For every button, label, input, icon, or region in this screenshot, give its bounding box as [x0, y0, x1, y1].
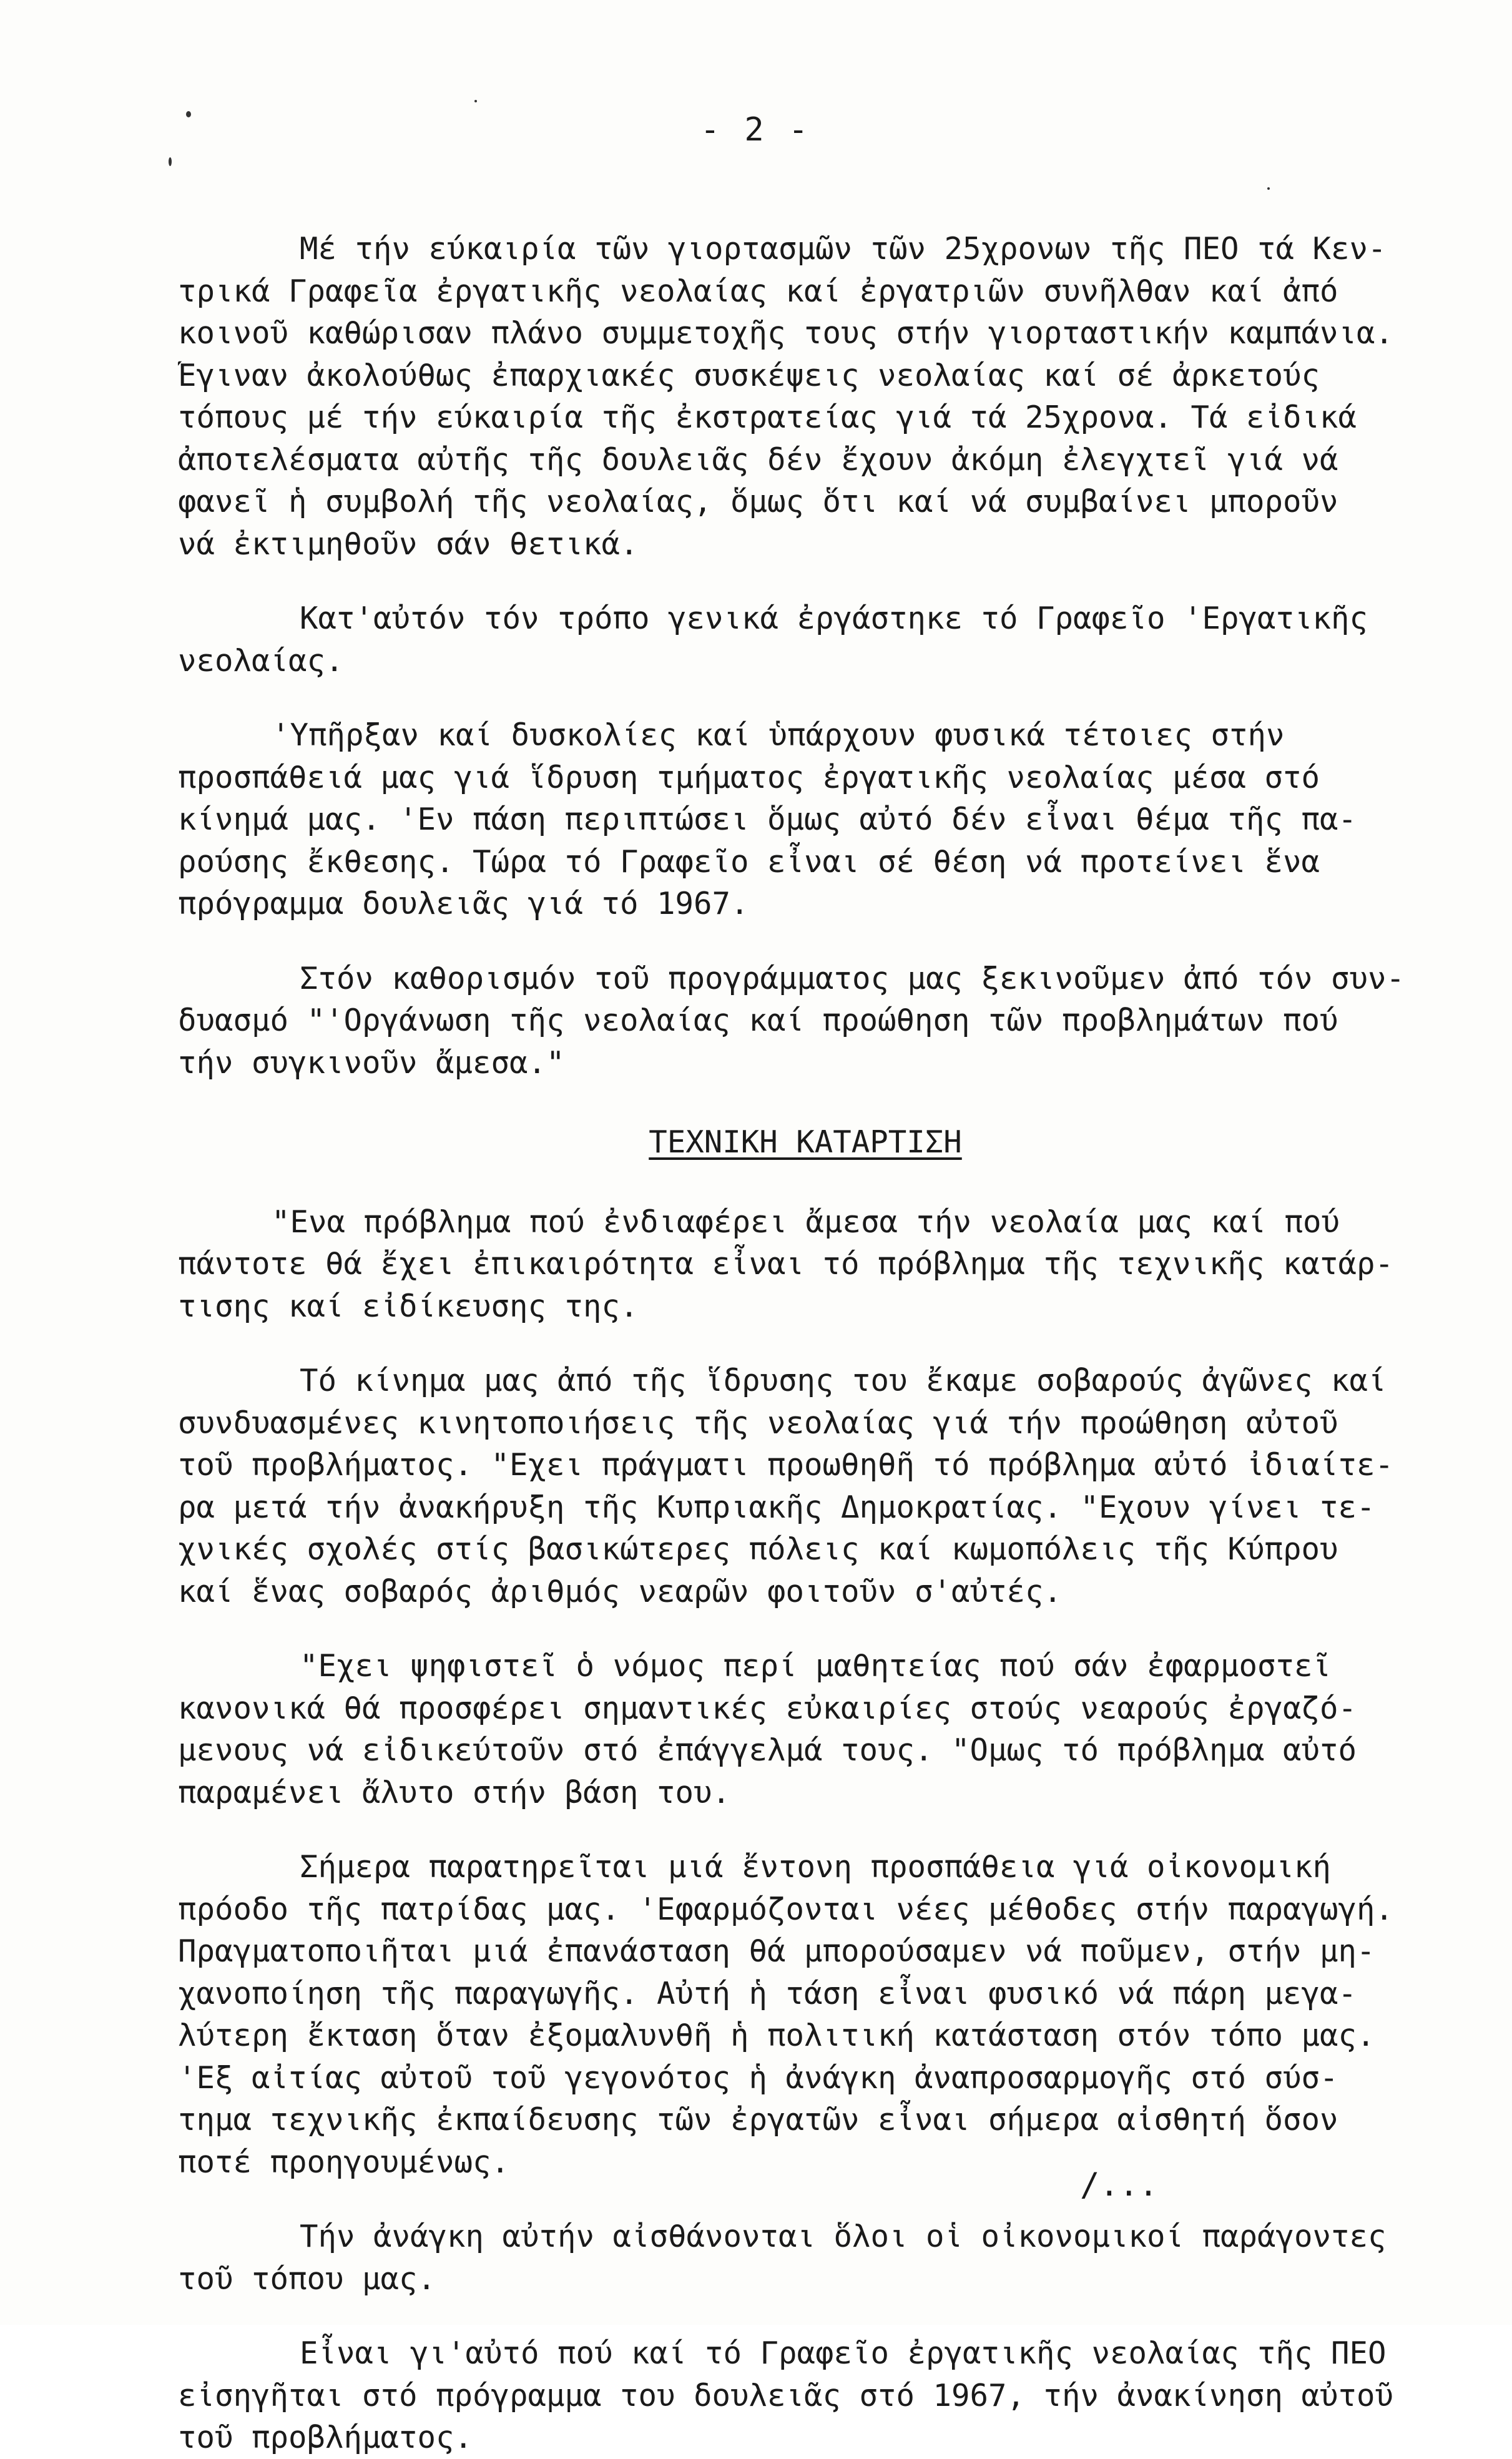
- text-line: 'Υπῆρξαν καί δυσκολίες καί ὑπάρχουν φυσικά τέτοιες στήν: [272, 717, 1285, 753]
- text-line: χνικές σχολές στίς βασικώτερες πόλεις καί κωμοπόλεις τῆς Κύπρου: [178, 1531, 1338, 1567]
- text-line: τοῦ τόπου μας.: [178, 2260, 436, 2297]
- text-line: κανονικά θά προσφέρει σημαντικές εὐκαιρίες στούς νεαρούς ἐργαζό-: [178, 1690, 1357, 1726]
- text-line: τόπους μέ τήν εύκαιρία τῆς ἐκστρατείας γιά τά 25χρονα. Τά εἰδικά: [178, 400, 1357, 435]
- text-line: κίνημά μας. 'Εν πάση περιπτώσει ὅμως αὐτό δέν εἶναι θέμα τῆς πα-: [178, 802, 1357, 837]
- text-line: εἰσηγῆται στό πρόγραμμα του δουλειᾶς στό 1967, τήν ἀνακίνηση αὐτοῦ: [178, 2377, 1394, 2413]
- text-line: τήν συγκινοῦν ἄμεσα.": [178, 1044, 565, 1081]
- text-line: Εἶναι γι'αὐτό πού καί τό Γραφεῖο ἐργατικῆς νεολαίας τῆς ΠΕΟ: [300, 2335, 1387, 2371]
- text-line: δυασμό "'Οργάνωση τῆς νεολαίας καί προώθηση τῶν προβλημάτων πού: [178, 1003, 1338, 1038]
- text-line: συνδυασμένες κινητοποιήσεις τῆς νεολαίας γιά τήν προώθηση αὐτοῦ: [178, 1405, 1338, 1441]
- paragraph-3: [178, 714, 1433, 925]
- text-line: Τό κίνημα μας ἀπό τῆς ἵδρυσης του ἔκαμε σοβαρούς ἀγῶνες καί: [300, 1363, 1387, 1398]
- paragraph-5: [178, 1201, 1433, 1328]
- paragraph-4: [178, 958, 1433, 1084]
- text-line: Ἔγιναν ἀκολούθως ἐπαρχιακές συσκέψεις νεολαίας καί σέ ἀρκετούς: [178, 357, 1320, 393]
- text-line: Κατ'αὐτόν τόν τρόπο γενικά ἐργάστηκε τό Γραφεῖο 'Εργατικῆς: [300, 601, 1368, 636]
- text-line: Σήμερα παρατηρεῖται μιά ἔντονη προσπάθεια γιά οἰκονομική: [300, 1849, 1332, 1885]
- continuation-mark: /...: [1080, 2166, 1159, 2204]
- text-line: τοῦ προβλήματος.: [178, 2420, 473, 2455]
- text-line: "Ενα πρόβλημα πού ἐνδιαφέρει ἄμεσα τήν νεολαία μας καί πού: [272, 1204, 1340, 1240]
- text-line: τοῦ προβλήματος. "Εχει πράγματι προωθηθῆ τό πρόβλημα αὐτό ἰδιαίτε-: [178, 1447, 1394, 1483]
- paragraph-7: [178, 1645, 1433, 1814]
- scan-speck: [169, 157, 172, 166]
- paragraph-9: [178, 2216, 1433, 2300]
- paragraph-6: [178, 1360, 1433, 1612]
- paragraph-10: [178, 2332, 1433, 2459]
- text-line: ρούσης ἔκθεσης. Τώρα τό Γραφεῖο εἶναι σέ θέση νά προτείνει ἕνα: [178, 843, 1320, 880]
- text-line: πάντοτε θά ἔχει ἐπικαιρότητα εἶναι τό πρόβλημα τῆς τεχνικῆς κατάρ-: [178, 1246, 1394, 1282]
- text-line: Μέ τήν εύκαιρία τῶν γιορτασμῶν τῶν 25χρονων τῆς ΠΕΟ τά Κεν-: [300, 231, 1387, 267]
- text-line: 'Εξ αἰτίας αὐτοῦ τοῦ γεγονότος ἡ ἀνάγκη ἀναπροσαρμογῆς στό σύσ-: [178, 2059, 1338, 2096]
- text-line: κοινοῦ καθώρισαν πλάνο συμμετοχῆς τους στήν γιορταστικήν καμπάνια.: [178, 315, 1394, 351]
- paragraph-8: [178, 1846, 1433, 2183]
- text-line: νά ἐκτιμηθοῦν σάν θετικά.: [178, 526, 639, 562]
- text-line: τημα τεχνικῆς ἐκπαίδευσης τῶν ἐργατῶν εἶναι σήμερα αἰσθητή ὅσον: [178, 2102, 1338, 2138]
- text-line: ρα μετά τήν ἀνακήρυξη τῆς Κυπριακῆς Δημοκρατίας. "Εχουν γίνει τε-: [178, 1489, 1375, 1525]
- text-line: παραμένει ἄλυτο στήν βάση του.: [178, 1774, 731, 1810]
- text-line: Τήν ἀνάγκη αὐτήν αἰσθάνονται ὅλοι οἱ οἰκονομικοί παράγοντες: [300, 2219, 1387, 2254]
- text-line: τισης καί εἰδίκευσης της.: [178, 1288, 639, 1324]
- text-line: πρόοδο τῆς πατρίδας μας. 'Εφαρμόζονται νέες μέθοδες στήν παραγωγή.: [178, 1891, 1394, 1927]
- scan-speck: [474, 100, 477, 102]
- text-line: Στόν καθορισμόν τοῦ προγράμματος μας ξεκινοῦμεν ἀπό τόν συν-: [300, 960, 1405, 996]
- text-line: μενους νά εἰδικεύτοῦν στό ἐπάγγελμά τους. "Ομως τό πρόβλημα αὐτό: [178, 1732, 1357, 1768]
- text-line: λύτερη ἔκταση ὅταν ἐξομαλυνθῆ ἡ πολιτική κατάσταση στόν τόπο μας.: [178, 2018, 1375, 2053]
- text-line: τρικά Γραφεῖα ἐργατικῆς νεολαίας καί ἐργατριῶν συνῆλθαν καί ἀπό: [178, 273, 1338, 309]
- scan-speck: [1267, 187, 1270, 190]
- paragraph-2: [178, 597, 1433, 682]
- page-number: - 2 -: [700, 111, 811, 149]
- text-line: φανεῖ ἡ συμβολή τῆς νεολαίας, ὅμως ὅτι καί νά συμβαίνει μποροῦν: [178, 484, 1338, 519]
- text-line: καί ἕνας σοβαρός ἀριθμός νεαρῶν φοιτοῦν σ'αὐτές.: [178, 1573, 1063, 1609]
- text-line: ἀποτελέσματα αὐτῆς τῆς δουλειᾶς δέν ἔχουν ἀκόμη ἐλεγχτεῖ γιά νά: [178, 441, 1338, 478]
- text-line: ποτέ προηγουμένως.: [178, 2144, 510, 2180]
- document-body: [178, 228, 1433, 2459]
- section-heading: ΤΕΧΝΙΚΗ ΚΑΤΑΡΤΙΣΗ: [649, 1124, 962, 1160]
- text-line: νεολαίας.: [178, 642, 344, 679]
- text-line: Πραγματοποιῆται μιά ἐπανάσταση θά μπορούσαμεν νά ποῦμεν, στήν μη-: [178, 1933, 1375, 1969]
- paragraph-1: [178, 228, 1433, 565]
- text-line: "Εχει ψηφιστεῖ ὁ νόμος περί μαθητείας πού σάν ἐφαρμοστεῖ: [300, 1648, 1332, 1684]
- text-line: προσπάθειά μας γιά ἵδρυση τμήματος ἐργατικῆς νεολαίας μέσα στό: [178, 759, 1320, 795]
- scan-speck: [186, 111, 191, 117]
- text-line: πρόγραμμα δουλειᾶς γιά τό 1967.: [178, 886, 749, 921]
- text-line: χανοποίηση τῆς παραγωγῆς. Αὐτή ἡ τάση εἶναι φυσικό νά πάρη μεγα-: [178, 1975, 1357, 2011]
